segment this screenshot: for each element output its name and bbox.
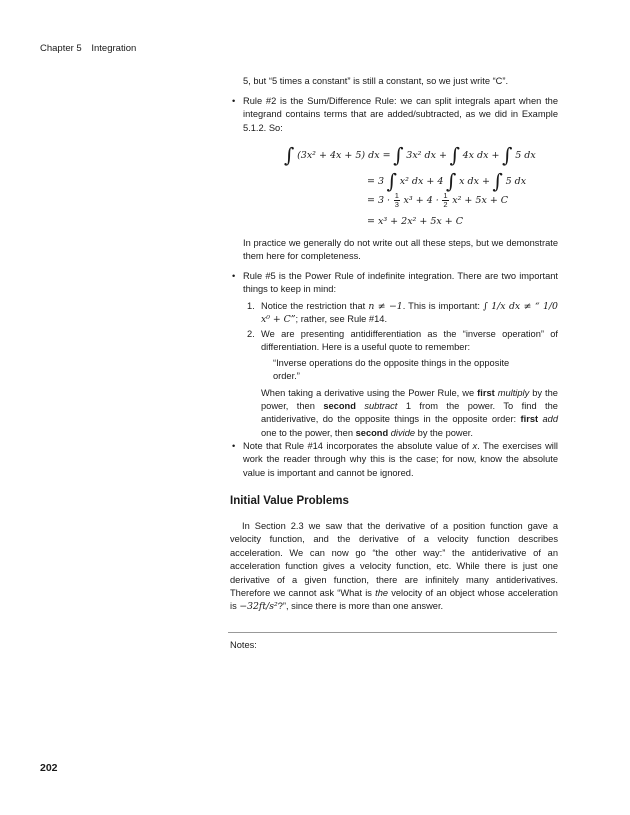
integral-sign-icon: ∫ bbox=[386, 169, 398, 193]
chapter-title: Integration bbox=[91, 43, 137, 54]
fraction-one-third: $\frac{1}{3}$ bbox=[394, 191, 399, 209]
numbered-item-2: 2. We are presenting antidifferentiation as the “inverse operation” of differentiation. Here is a useful quote to remember: “Inverse operations do the opposite things in the opposite order.” When taking a derivative using the Power Rule, we first multiply by the power, then second subtract 1 from the power. To find the antiderivative, do the opposite things in the opposite order: first add one to the power, then second divide by the power. bbox=[243, 328, 558, 440]
rule-5-text: • Rule #5 is the Power Rule of indefinite integration. There are two important things to keep in mind: bbox=[230, 270, 558, 297]
section-paragraph: In Section 2.3 we saw that the derivative of a position function gave a velocity function, and the derivative of a velocity function describes acceleration. We can now go “the other way:” the antiderivative of an acceleration function gives a velocity function, etc. While there is just one derivative of a given function, there are infinitely many antiderivatives. Therefore we cannot ask “What is the velocity of an object whose acceleration is −32ft/s²?”, since there is more than one answer. bbox=[230, 521, 558, 613]
bullet-rule-2 bbox=[230, 95, 558, 135]
continued-paragraph: 5, but “5 times a constant” is still a constant, so we just write “C”. bbox=[243, 76, 509, 86]
rule-2-text: • Rule #2 is the Sum/Difference Rule: we can split integrals apart when the integrand contains terms that are added/subtracted, as we did in Example 5.1.2. So: bbox=[230, 95, 558, 135]
inverse-explanation: When taking a derivative using the Power Rule, we first multiply by the power, then second subtract 1 from the power. To find the antiderivative, do the opposite things in the opposite order: first add one to the power, then second divide by the power. bbox=[261, 387, 558, 438]
bullet-rule-5 bbox=[230, 270, 558, 297]
counterexample-expression: ∫ 1/x dx ≠ “ 1/0 x⁰ + C” bbox=[261, 301, 558, 326]
equation-line-4: = x³ + 2x² + 5x + C bbox=[367, 216, 464, 227]
equation-line-3: = 3 · $\frac{1}{3}$ x³ + 4 · $\frac{1}{2}$ x² + 5x + C bbox=[367, 191, 509, 209]
acceleration-value: −32ft/s² bbox=[239, 601, 278, 613]
integral-sign-icon: ∫ bbox=[492, 169, 503, 193]
bullet-rule-14: • Note that Rule #14 incorporates the absolute value of x. The exercises will work the reader through why this is the case; for now, know the absolute value is important and cannot be ignored. bbox=[230, 440, 558, 480]
integral-sign-icon: ∫ bbox=[284, 143, 295, 167]
notes-divider bbox=[228, 632, 557, 633]
numbered-item-1: 1. Notice the restriction that n ≠ −1. This is important: ∫ 1/x dx ≠ “ 1/0 x⁰ + C”; rather, see Rule #14. bbox=[247, 301, 558, 326]
equation-line-2: = 3 ∫ x² dx + 4 ∫ x dx + ∫ 5 dx bbox=[367, 169, 527, 193]
fraction-one-half: $\frac{1}{2}$ bbox=[443, 191, 448, 209]
page-number: 202 bbox=[40, 762, 58, 774]
integral-sign-icon: ∫ bbox=[502, 143, 513, 167]
equation-line-1: ∫ (3x² + 4x + 5) dx = ∫ 3x² dx + ∫ 4x dx + ∫ 5 dx bbox=[284, 143, 536, 167]
running-header bbox=[40, 42, 136, 55]
section-heading: Initial Value Problems bbox=[230, 495, 349, 507]
chapter-label: Chapter 5 bbox=[40, 43, 82, 54]
notes-label: Notes: bbox=[230, 640, 257, 650]
quote: “Inverse operations do the opposite things in the opposite order.” bbox=[273, 357, 510, 382]
integral-sign-icon: ∫ bbox=[446, 169, 457, 193]
integral-sign-icon: ∫ bbox=[393, 143, 404, 167]
restriction-expression: n ≠ −1 bbox=[368, 301, 403, 312]
integral-sign-icon: ∫ bbox=[449, 143, 460, 167]
practice-paragraph: In practice we generally do not write out all these steps, but we demonstrate them here for completeness. bbox=[243, 238, 558, 262]
